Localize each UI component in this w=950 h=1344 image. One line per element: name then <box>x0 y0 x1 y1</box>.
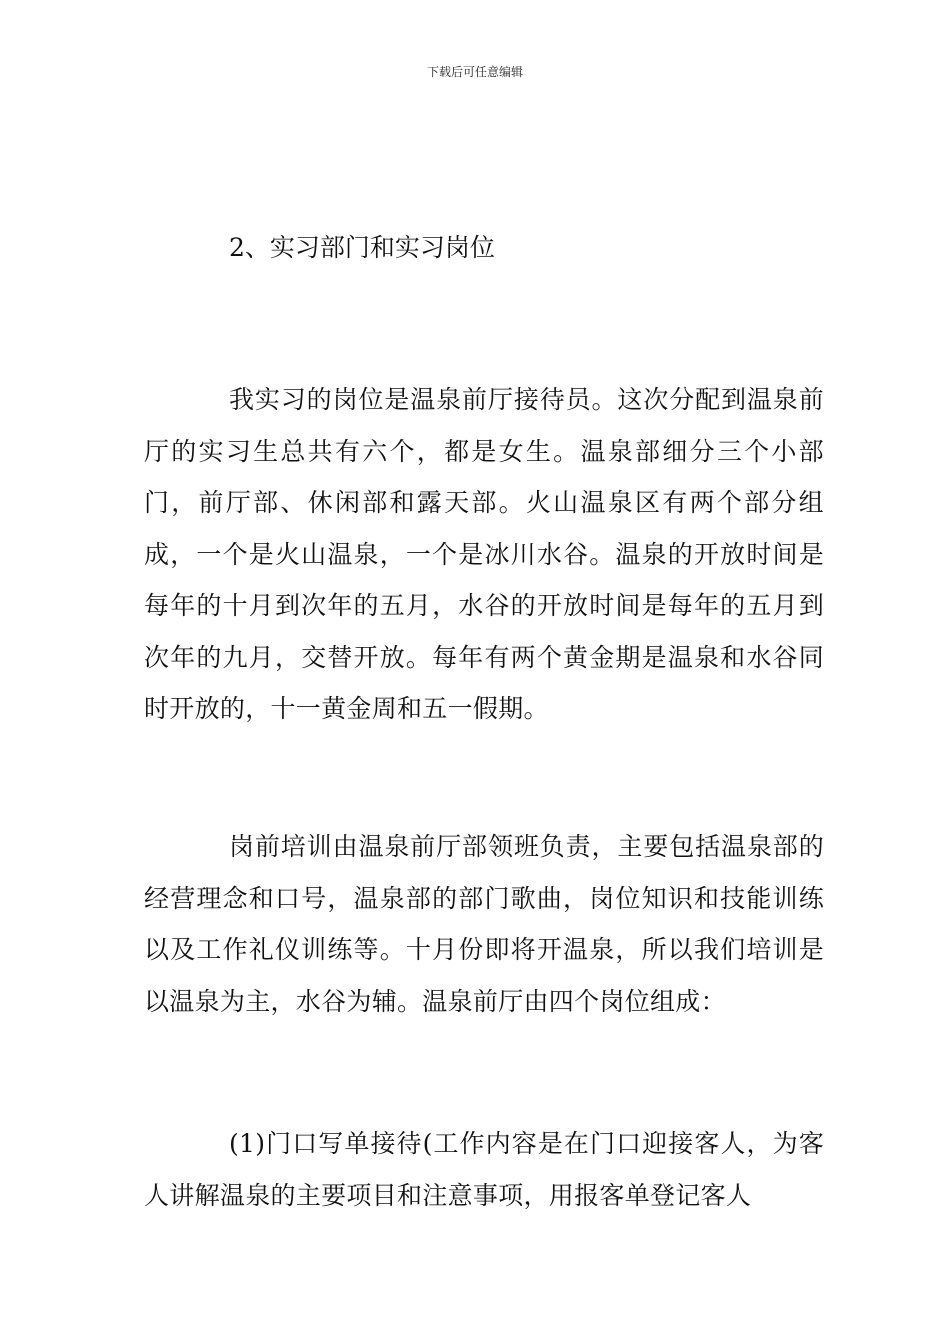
paragraph-pre-job-training: 岗前培训由温泉前厅部领班负责，主要包括温泉部的经营理念和口号，温泉部的部门歌曲，岗位知识和技能训练以及工作礼仪训练等。十月份即将开温泉，所以我们培训是以温泉为主，水谷为辅。温泉前厅由四个岗位组成： <box>144 832 824 1016</box>
header-note: 下载后可任意编辑 <box>426 65 523 79</box>
paragraph-door-reception: (1)门口写单接待(工作内容是在门口迎接客人，为客人讲解温泉的主要项目和注意事项，用报客单登记客人 <box>144 1129 824 1210</box>
section-heading: 2、实习部门和实习岗位 <box>229 233 495 262</box>
paragraph-position-description: 我实习的岗位是温泉前厅接待员。这次分配到温泉前厅的实习生总共有六个，都是女生。温泉部细分三个小部门，前厅部、休闲部和露天部。火山温泉区有两个部分组成，一个是火山温泉，一个是冰川水谷。温泉的开放时间是每年的十月到次年的五月，水谷的开放时间是每年的五月到次年的九月，交替开放。每年有两个黄金期是温泉和水谷同时开放的，十一黄金周和五一假期。 <box>144 385 824 723</box>
